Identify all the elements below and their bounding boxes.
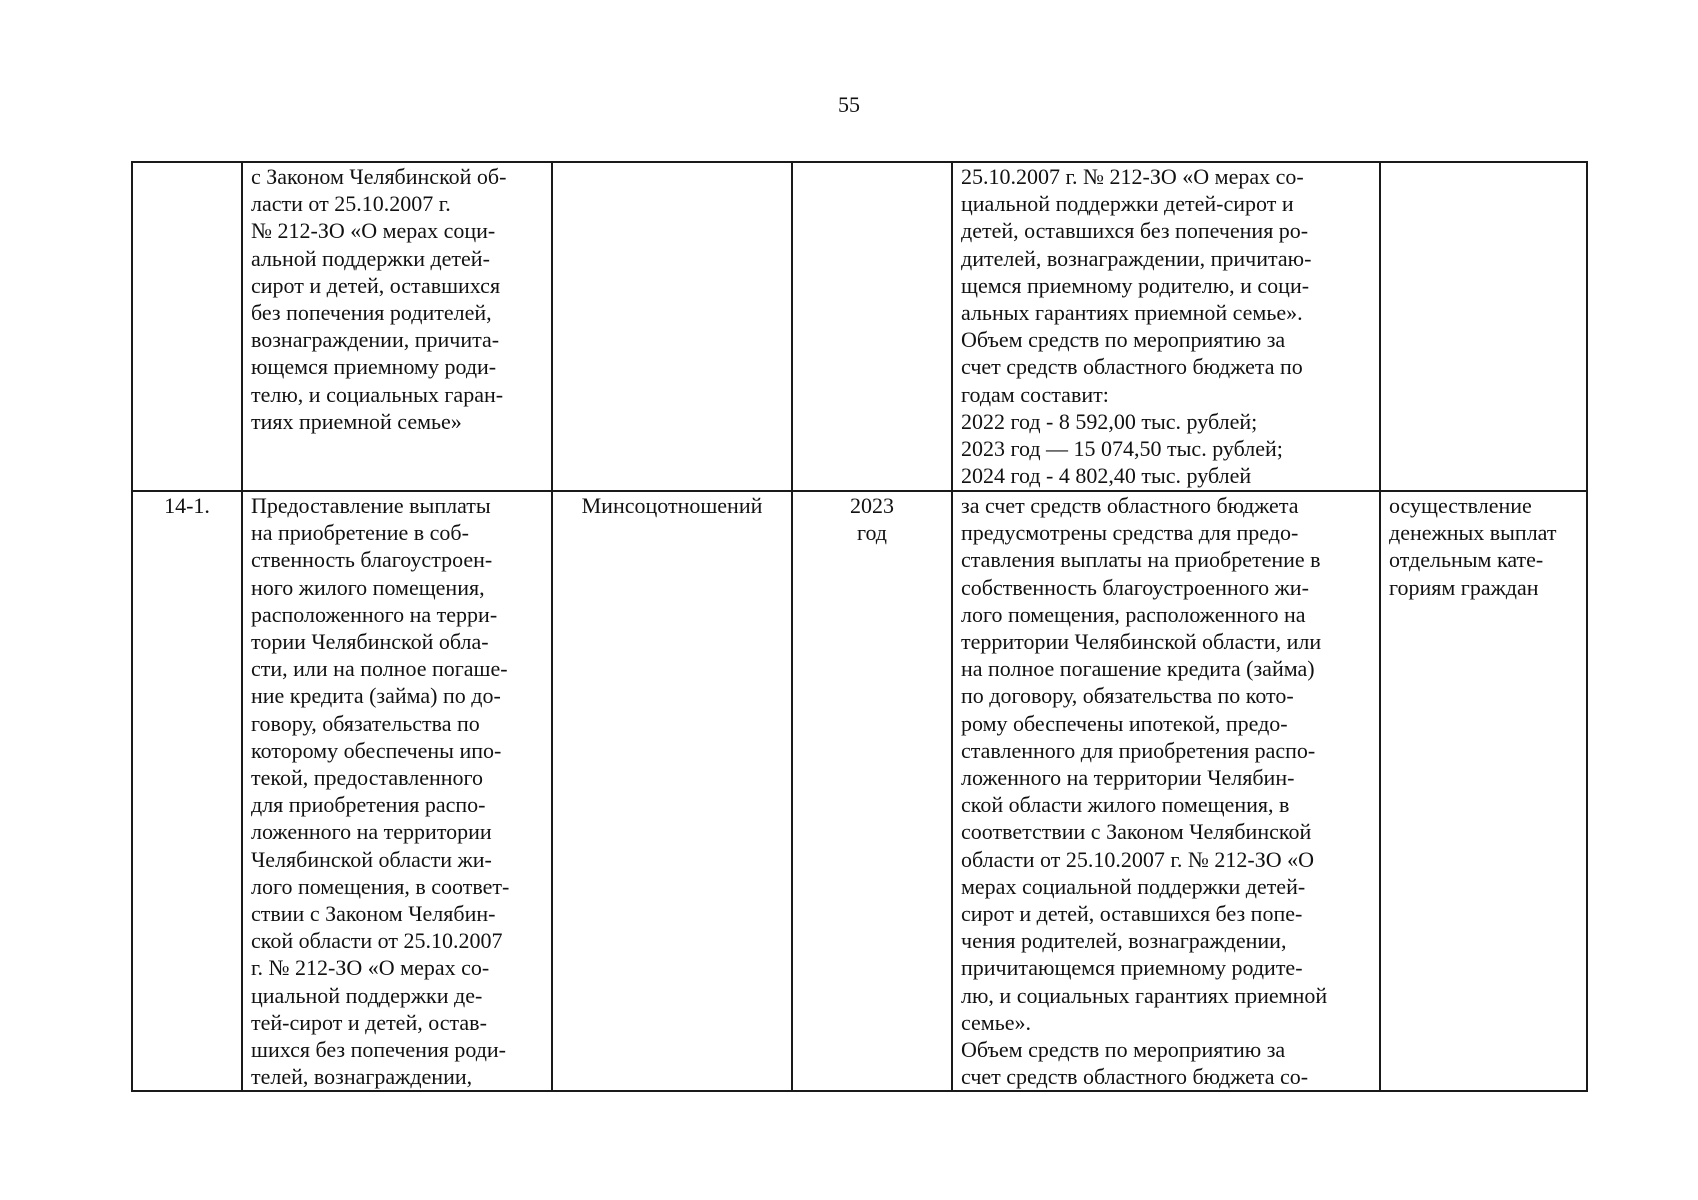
- result-text: осуществление денежных выплат отдельным кате- гориям граждан: [1389, 493, 1557, 600]
- description-text: 25.10.2007 г. № 212-ЗО «О мерах со- циальной поддержки детей-сирот и детей, оставшихся без попечения ро- дителей, вознаграждении, причитаю- щемся приемному родителю, и соци- альных гарантиях приемной семье». Объем средств по мероприятию за счет средств областного бюджета по годам составит: 2022 год - 8 592,00 тыс. рублей; 2023 год — 15 074,50 тыс. рублей; 2024 год - 4 802,40 тыс. рублей: [961, 164, 1312, 489]
- measure-cell: [242, 162, 552, 491]
- page-number: 55: [838, 92, 860, 117]
- measures-table: [131, 161, 1588, 1092]
- measure-cell: [242, 491, 552, 1091]
- result-cell: [1380, 162, 1587, 491]
- measure-text: с Законом Челябинской об- ласти от 25.10.2007 г. № 212-ЗО «О мерах соци- альной поддержки детей- сирот и детей, оставшихся без попечения родителей, вознаграждении, причита- ющемся приемному роди- телю, и социальных гаран- тиях приемной семье»: [251, 164, 507, 434]
- description-cell: [952, 491, 1380, 1091]
- description-text: за счет средств областного бюджета предусмотрены средства для предо- ставления выплаты на приобретение в собственность благоустроенного жи- лого помещения, расположенного на территории Челябинской области, или на полное погашение кредита (займа) по договору, обязательства по кото- рому обеспечены ипотекой, предо- ставленного для приобретения распо- ложенного на территории Челябин- ской области жилого помещения, в соответствии с Законом Челябинской области от 25.10.2007 г. № 212-ЗО «О мерах социальной поддержки детей- сирот и детей, оставшихся без попе- чения родителей, вознаграждении, причитающемся приемному родите- лю, и социальных гарантиях приемной семье». Объем средств по мероприятию за счет средств областного бюджета со-: [961, 493, 1328, 1090]
- result-cell: [1380, 491, 1587, 1091]
- period-cell: [792, 491, 952, 1091]
- row-number-cell: [132, 162, 242, 491]
- executor-cell: [552, 491, 792, 1091]
- table-row: [132, 162, 1587, 491]
- period-text: 2023 год: [850, 493, 894, 546]
- measure-text: Предоставление выплаты на приобретение в соб- ственность благоустроен- ного жилого помещения, расположенного на терри- тории Челябинской обла- сти, или на полное погаше- ние кредита (займа) по до- говору, обязательства по которому обеспечены ипо- текой, предоставленного для приобретения распо- ложенного на территории Челябинской области жи- лого помещения, в соответ- ствии с Законом Челябин- ской области от 25.10.2007 г. № 212-ЗО «О мерах со- циальной поддержки де- тей-сирот и детей, остав- шихся без попечения роди- телей, вознаграждении,: [251, 493, 510, 1090]
- row-number: 14-1.: [164, 493, 210, 518]
- description-cell: [952, 162, 1380, 491]
- row-number-cell: [132, 491, 242, 1091]
- executor-text: Минсоцотношений: [581, 493, 763, 518]
- period-cell: [792, 162, 952, 491]
- table-row: [132, 491, 1587, 1091]
- executor-cell: [552, 162, 792, 491]
